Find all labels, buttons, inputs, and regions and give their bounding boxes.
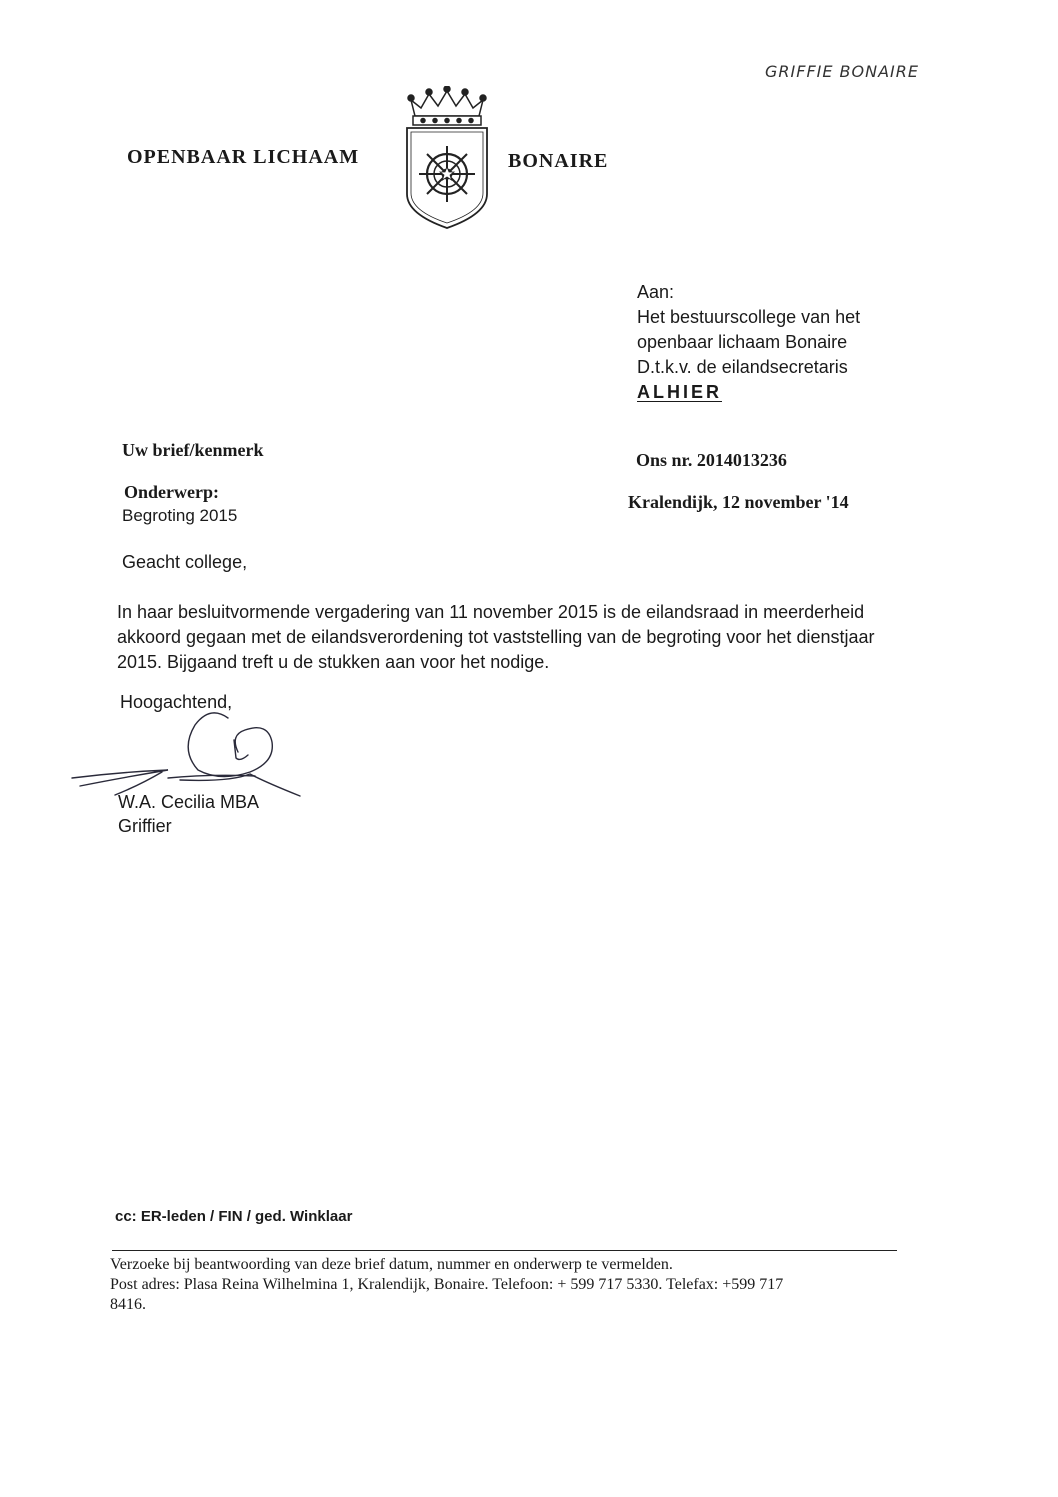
subject-value: Begroting 2015 bbox=[122, 506, 238, 525]
recipient-line: Aan: bbox=[637, 282, 675, 302]
footer-divider bbox=[112, 1250, 897, 1251]
footer-line: 8416. bbox=[110, 1296, 146, 1313]
closing: Hoogachtend, bbox=[120, 692, 233, 712]
recipient-line: D.t.k.v. de eilandsecretaris bbox=[637, 357, 848, 377]
crest-icon bbox=[397, 86, 497, 231]
signer-role: Griffier bbox=[118, 816, 172, 836]
body-line: akkoord gegaan met de eilandsverordening tot vaststelling van de begroting voor het dienstjaar bbox=[117, 627, 875, 647]
recipient-alhier: ALHIER bbox=[637, 382, 722, 402]
footer bbox=[110, 1255, 910, 1315]
recipient-line: openbaar lichaam Bonaire bbox=[637, 332, 848, 352]
letter-body bbox=[117, 600, 877, 675]
recipient-line: Het bestuurscollege van het bbox=[637, 307, 861, 327]
cc-line: cc: ER-leden / FIN / ged. Winklaar bbox=[115, 1208, 353, 1225]
signer-name: W.A. Cecilia MBA bbox=[118, 792, 260, 812]
footer-line: Verzoeke bij beantwoording van deze brief datum, nummer en onderwerp te vermelden. bbox=[110, 1256, 673, 1273]
subject-label: Onderwerp: bbox=[124, 482, 219, 502]
our-reference-number: Ons nr. 2014013236 bbox=[636, 450, 787, 470]
your-reference-label: Uw brief/kenmerk bbox=[122, 440, 264, 460]
griffie-stamp: GRIFFIE BONAIRE bbox=[765, 62, 919, 81]
org-name-right: BONAIRE bbox=[508, 150, 609, 172]
recipient-address bbox=[637, 280, 860, 405]
footer-line: Post adres: Plasa Reina Wilhelmina 1, Kralendijk, Bonaire. Telefoon: + 599 717 5330. Telefax: +599 717 bbox=[110, 1276, 784, 1293]
org-name-left: OPENBAAR LICHAAM bbox=[127, 146, 360, 168]
letter-date: Kralendijk, 12 november '14 bbox=[628, 492, 849, 512]
salutation: Geacht college, bbox=[122, 552, 248, 572]
body-line: In haar besluitvormende vergadering van 11 november 2015 is de eilandsraad in meerderheid bbox=[117, 602, 865, 622]
body-line: 2015. Bijgaand treft u de stukken aan voor het nodige. bbox=[117, 652, 550, 672]
